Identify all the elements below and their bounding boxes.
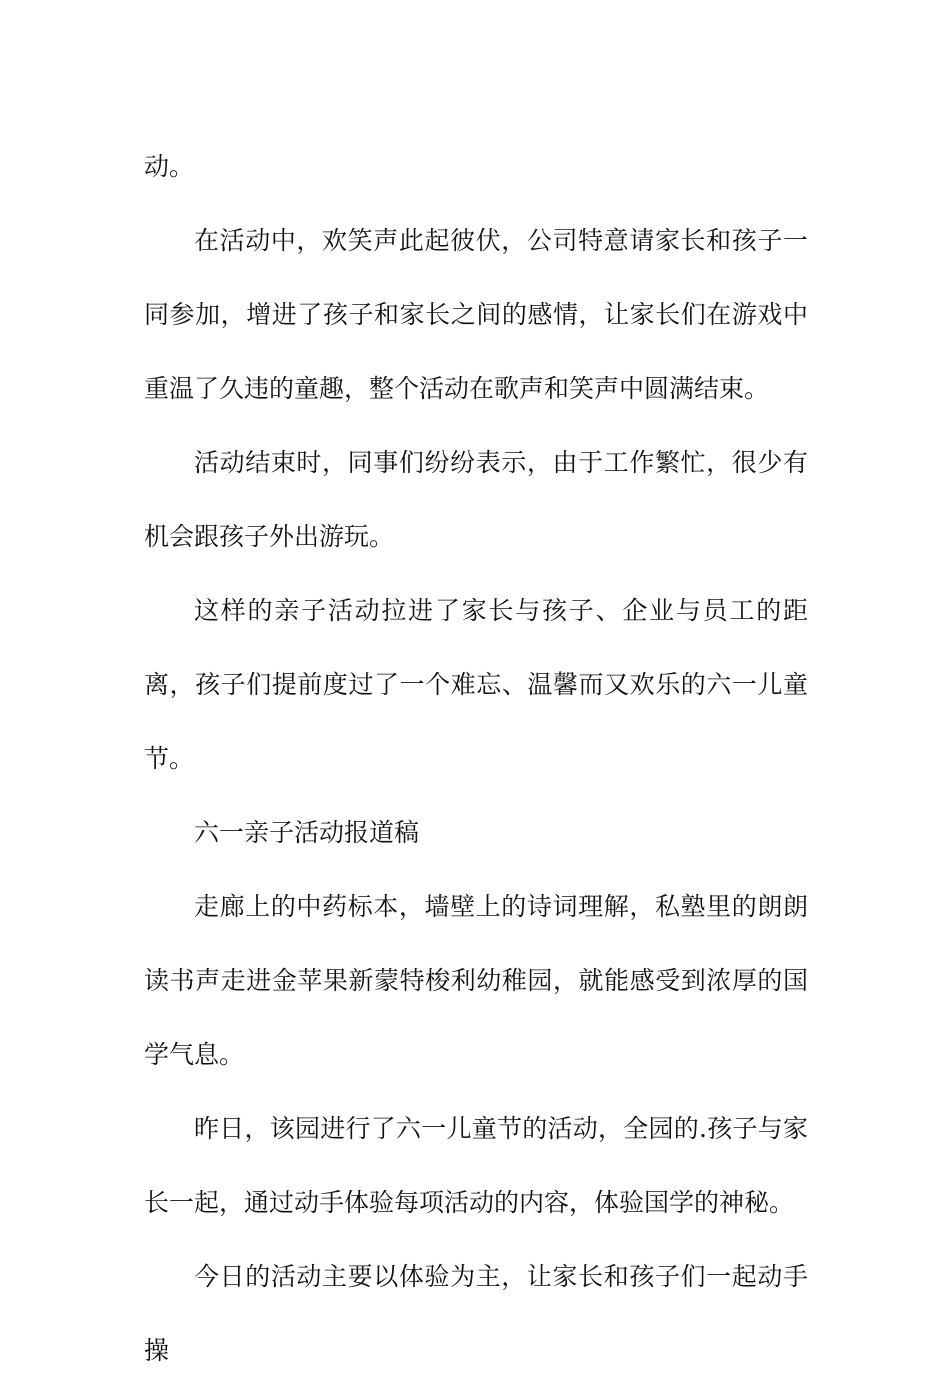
document-body — [144, 130, 808, 1388]
paragraph-hands-on-experience: 今日的活动主要以体验为主，让家长和孩子们一起动手操 — [144, 1262, 808, 1365]
paragraph-continuation: 动。 — [144, 152, 195, 181]
paragraph-colleagues-remarks: 活动结束时，同事们纷纷表示，由于工作繁忙，很少有机会跟孩子外出游玩。 — [144, 448, 808, 551]
paragraph-childrens-day-event: 昨日，该园进行了六一儿童节的活动，全园的.孩子与家长一起，通过动手体验每项活动的内容，体验国学的神秘。 — [144, 1114, 808, 1217]
paragraph-parent-child-distance: 这样的亲子活动拉进了家长与孩子、企业与员工的距离，孩子们提前度过了一个难忘、温馨而又欢乐的六一儿童节。 — [144, 596, 808, 773]
paragraph-kindergarten-culture: 走廊上的中药标本，墙壁上的诗词理解，私塾里的朗朗读书声走进金苹果新蒙特梭利幼稚园，就能感受到浓厚的国学气息。 — [144, 892, 808, 1069]
section-heading: 六一亲子活动报道稿 — [194, 818, 420, 847]
paragraph-activity-laughter: 在活动中，欢笑声此起彼伏，公司特意请家长和孩子一同参加，增进了孩子和家长之间的感情，让家长们在游戏中重温了久违的童趣，整个活动在歌声和笑声中圆满结束。 — [144, 226, 808, 403]
